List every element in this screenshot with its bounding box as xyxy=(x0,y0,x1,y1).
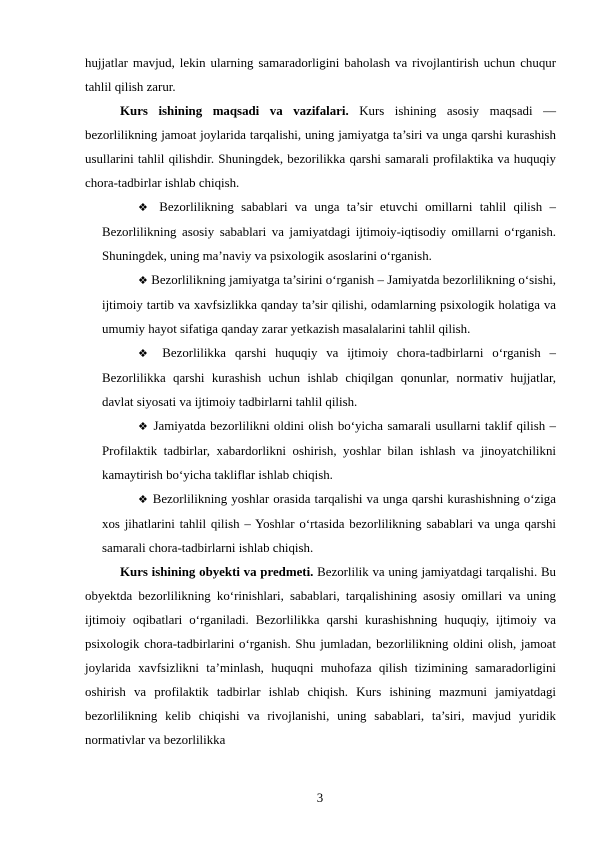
bullet-icon: ❖ xyxy=(138,420,150,433)
list-item: ❖ Bezorlilikka qarshi huquqiy va ijtimoiy chora-tadbirlarni o‘rganish – Bezorlilikka qarshi kurashish uchun ishlab chiqilgan qonunlar, normativ hujjatlar, davlat siyosati va ijtimoiy tadbirlarni tahlil qilish. xyxy=(102,346,556,409)
section-heading-aims: Kurs ishining maqsadi va vazifalari. xyxy=(120,104,349,118)
document-body xyxy=(85,51,556,752)
bullet-icon: ❖ xyxy=(138,347,154,360)
bullet-icon: ❖ xyxy=(138,493,149,506)
list-item: ❖ Bezorlilikning jamiyatga ta’sirini o‘rganish – Jamiyatda bezorlilikning o‘sishi, ijtimoiy tartib va xavfsizlikka qanday ta’sir qilishi, odamlarning psixologik holatiga va umumiy hayot sifatiga qanday zarar yetkazish masalalarini tahlil qilish. xyxy=(102,273,556,336)
bullet-icon: ❖ xyxy=(138,201,152,214)
paragraph-continuation: hujjatlar mavjud, lekin ularning samaradorligini baholash va rivojlantirish uchun chuqur tahlil qilish zarur. xyxy=(85,56,556,94)
bullet-icon: ❖ xyxy=(138,274,148,287)
paragraph-aims-text: Kurs ishining asosiy maqsadi — bezorlilikning jamoat joylarida tarqalishi, uning jamiyatga ta’siri va unga qarshi kurashish usullarini tahlil qilishdir. Shuningdek, bezorilikka qarshi samarali profilaktika va huquqiy chora-tadbirlar ishlab chiqish. xyxy=(85,104,556,190)
section-heading-object: Kurs ishining obyekti va predmeti. xyxy=(120,565,314,579)
list-item: ❖ Bezorlilikning sabablari va unga ta’sir etuvchi omillarni tahlil qilish – Bezorlilikning asosiy sabablari va jamiyatdagi ijtimoiy-iqtisodiy omillarni o‘rganish. Shuningdek, uning ma’naviy va psixologik asoslarini o‘rganish. xyxy=(102,200,556,263)
list-item: ❖ Bezorlilikning yoshlar orasida tarqalishi va unga qarshi kurashishning o‘ziga xos jihatlarini tahlil qilish – Yoshlar o‘rtasida bezorlilikning sabablari va unga qarshi samarali chora-tadbirlarni ishlab chiqish. xyxy=(102,492,556,555)
page-number: 3 xyxy=(316,791,324,805)
paragraph-object xyxy=(85,560,556,752)
paragraph-aims xyxy=(85,99,556,195)
list-item: ❖ Jamiyatda bezorlilikni oldini olish bo‘yicha samarali usullarni taklif qilish – Profilaktik tadbirlar, xabardorlikni oshirish, yoshlar bilan ishlash va jinoyatchilikni kamaytirish bo‘yicha takliflar ishlab chiqish. xyxy=(102,419,556,482)
paragraph-object-text: Bezorlilik va uning jamiyatdagi tarqalishi. Bu obyektda bezorlilikning ko‘rinishlari, sabablari, tarqalishining asosiy omillari va uning ijtimoiy oqibatlari o‘rganiladi. Bezorlilikka qarshi kurashishning huquqiy, ijtimoiy va psixologik chora-tadbirlarini o‘rganish. Shu jumladan, bezorlilikning oldini olish, jamoat joylarida xavfsizlikni ta’minlash, huquqni muhofaza qilish tizimining samaradorligini oshirish va profilaktik tadbirlar ishlab chiqish. Kurs ishining mazmuni jamiyatdagi bezorlilikning kelib chiqishi va rivojlanishi, uning sabablari, ta’siri, mavjud yuridik normativlar va bezorlilikka xyxy=(85,565,556,747)
